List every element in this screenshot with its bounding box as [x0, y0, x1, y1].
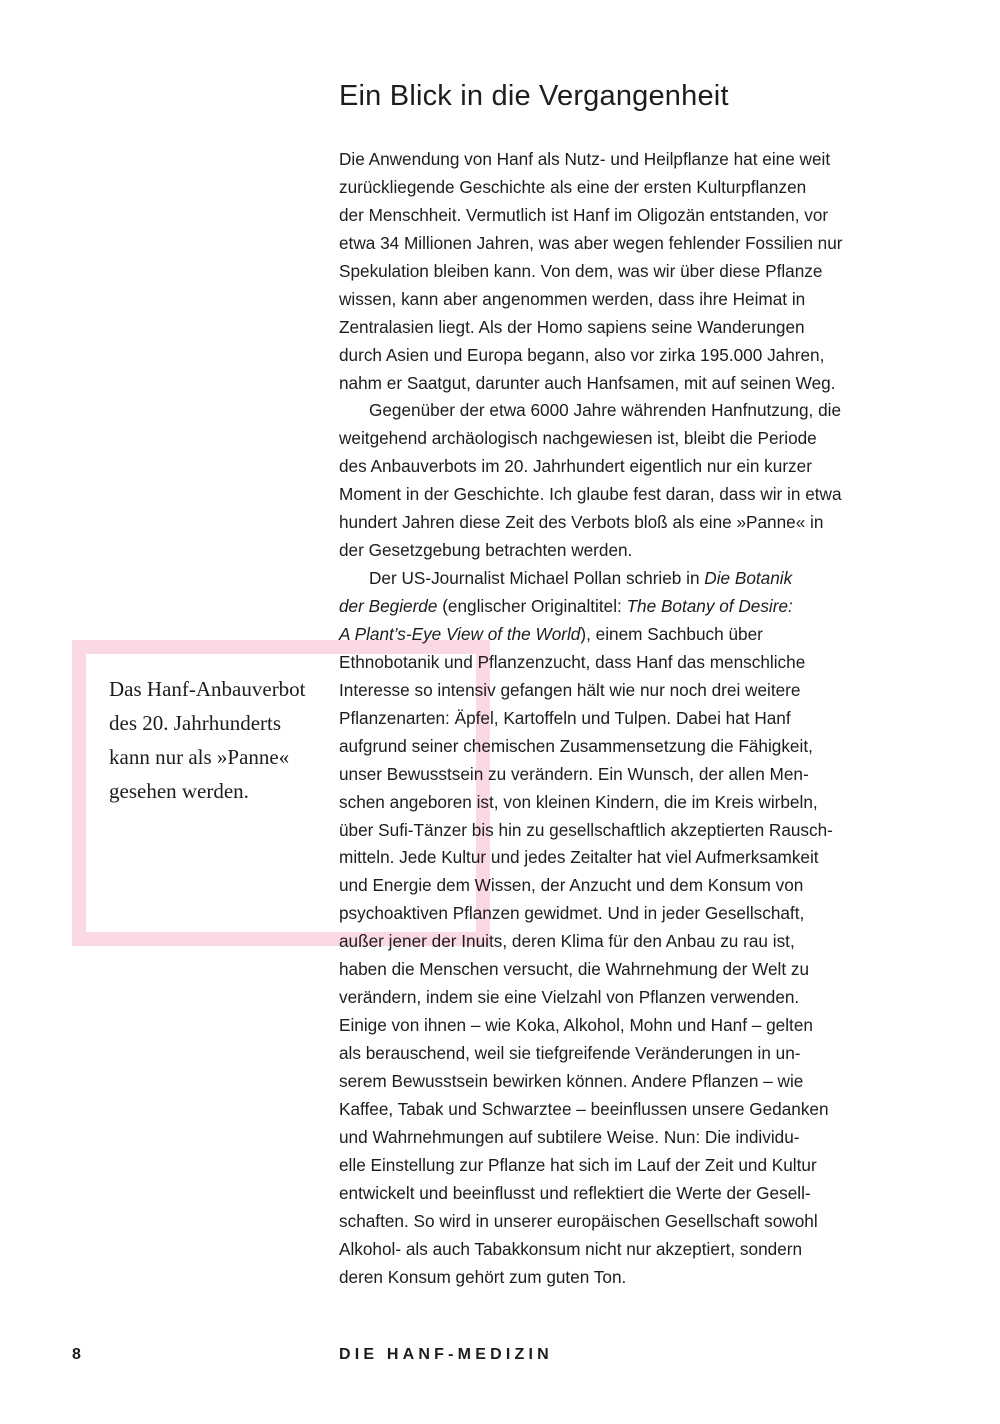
text-run: psychoaktiven Pflanzen gewidmet. Und in jeder Gesellschaft,	[339, 903, 805, 924]
text-run: ), einem Sachbuch über	[580, 623, 763, 644]
body-line	[339, 453, 899, 481]
text-run: Die Anwendung von Hanf als Nutz- und Heilpflanze hat eine weit	[339, 149, 831, 169]
text-run: durch Asien und Europa begann, also vor zirka 195.000 Jahren,	[339, 344, 825, 365]
body-line	[339, 1012, 899, 1040]
text-run: (englischer Originaltitel:	[437, 596, 627, 616]
body-line	[339, 621, 899, 649]
text-run: unser Bewusstsein zu verändern. Ein Wunsch, der allen Men-	[339, 763, 809, 784]
body-line	[339, 677, 899, 705]
body-line	[339, 872, 899, 900]
text-run: serem Bewusstsein bewirken können. Andere Pflanzen – wie	[339, 1070, 804, 1091]
body-line	[339, 1264, 899, 1292]
body-line	[339, 844, 899, 872]
body-line	[339, 537, 899, 565]
text-run: Kaffee, Tabak und Schwarztee – beeinflussen unsere Gedanken	[339, 1098, 829, 1119]
body-line	[339, 370, 899, 398]
text-run: mitteln. Jede Kultur und jedes Zeitalter hat viel Aufmerksamkeit	[339, 847, 819, 868]
italic-text-run: der Begierde	[339, 596, 438, 616]
body-line	[339, 286, 899, 314]
pullquote-line: Das Hanf-Anbauverbot	[109, 677, 306, 701]
text-run: Interesse so intensiv gefangen hält wie nur noch drei weitere	[339, 679, 801, 700]
body-line	[339, 649, 899, 677]
text-run: der Menschheit. Vermutlich ist Hanf im Oligozän entstanden, vor	[339, 204, 829, 225]
text-run: Spekulation bleiben kann. Von dem, was wir über diese Pflanze	[339, 260, 823, 281]
text-run: außer jener der Inuits, deren Klima für den Anbau zu rau ist,	[339, 931, 795, 952]
italic-text-run: A Plant’s-Eye View of the World	[339, 623, 581, 644]
text-run: elle Einstellung zur Pflanze hat sich im Lauf der Zeit und Kultur	[339, 1154, 817, 1175]
body-text	[339, 146, 899, 1291]
text-run: der Gesetzgebung betrachten werden.	[339, 540, 633, 561]
body-line	[339, 1040, 899, 1068]
body-line	[339, 817, 899, 845]
body-line	[339, 174, 899, 202]
body-line	[339, 425, 899, 453]
text-run: zurückliegende Geschichte als eine der ersten Kulturpflanzen	[339, 176, 807, 197]
pullquote-line: des 20. Jahrhunderts	[109, 711, 282, 735]
text-run: des Anbauverbots im 20. Jahrhundert eigentlich nur ein kurzer	[339, 456, 812, 477]
pullquote-line: gesehen werden.	[109, 779, 249, 803]
body-line	[339, 1152, 899, 1180]
text-run: deren Konsum gehört zum guten Ton.	[339, 1266, 627, 1287]
text-run: Pflanzenarten: Äpfel, Kartoffeln und Tulpen. Dabei hat Hanf	[339, 707, 791, 728]
text-run: als berauschend, weil sie tiefgreifende Veränderungen in un-	[339, 1043, 801, 1063]
body-line	[339, 956, 899, 984]
text-run: über Sufi-Tänzer bis hin zu gesellschaftlich akzeptierten Rausch-	[339, 819, 833, 840]
body-line	[339, 397, 899, 425]
text-run: nahm er Saatgut, darunter auch Hanfsamen, mit auf seinen Weg.	[339, 372, 836, 393]
body-line	[339, 593, 899, 621]
text-run: Moment in der Geschichte. Ich glaube fest daran, dass wir in etwa	[339, 484, 842, 505]
body-line	[339, 314, 899, 342]
text-run: Ethnobotanik und Pflanzenzucht, dass Hanf das menschliche	[339, 651, 806, 672]
body-line	[339, 146, 899, 174]
body-line	[339, 1208, 899, 1236]
text-run: wissen, kann aber angenommen werden, dass ihre Heimat in	[339, 288, 806, 309]
text-run: schen angeboren ist, von kleinen Kindern, die im Kreis wirbeln,	[339, 791, 818, 812]
text-run: entwickelt und beeinflusst und reflektiert die Werte der Gesell-	[339, 1182, 811, 1203]
text-run: etwa 34 Millionen Jahren, was aber wegen fehlender Fossilien nur	[339, 232, 843, 253]
body-line	[339, 1124, 899, 1152]
body-line	[339, 789, 899, 817]
italic-text-run: Die Botanik	[704, 568, 793, 589]
text-run: hundert Jahren diese Zeit des Verbots bloß als eine »Panne« in	[339, 512, 824, 533]
body-line	[339, 258, 899, 286]
text-run: Der US-Journalist Michael Pollan schrieb in	[369, 568, 705, 589]
text-run: und Wahrnehmungen auf subtilere Weise. Nun: Die individu-	[339, 1126, 800, 1147]
body-line	[339, 202, 899, 230]
body-line	[339, 928, 899, 956]
body-line	[339, 733, 899, 761]
body-line	[339, 1180, 899, 1208]
body-line	[339, 1068, 899, 1096]
page-number: 8	[72, 1346, 81, 1363]
text-run: Alkohol- als auch Tabakkonsum nicht nur akzeptiert, sondern	[339, 1238, 803, 1259]
pullquote	[109, 672, 339, 808]
body-line	[339, 984, 899, 1012]
body-line	[339, 481, 899, 509]
body-line	[339, 705, 899, 733]
text-run: aufgrund seiner chemischen Zusammensetzung die Fähigkeit,	[339, 735, 813, 756]
body-line	[339, 900, 899, 928]
chapter-heading: Ein Blick in die Vergangenheit	[339, 80, 729, 112]
pullquote-line: kann nur als »Panne«	[109, 745, 290, 769]
text-run: weitgehend archäologisch nachgewiesen ist, bleibt die Periode	[339, 428, 817, 449]
body-line	[339, 1096, 899, 1124]
text-run: Gegenüber der etwa 6000 Jahre währenden Hanfnutzung, die	[369, 400, 842, 421]
body-line	[339, 342, 899, 370]
text-run: Zentralasien liegt. Als der Homo sapiens seine Wanderungen	[339, 316, 805, 337]
text-run: und Energie dem Wissen, der Anzucht und dem Konsum von	[339, 875, 804, 896]
italic-text-run: The Botany of Desire:	[626, 596, 793, 616]
text-run: verändern, indem sie eine Vielzahl von Pflanzen verwenden.	[339, 987, 800, 1008]
running-footer-title: DIE HANF-MEDIZIN	[339, 1346, 553, 1363]
text-run: Einige von ihnen – wie Koka, Alkohol, Mohn und Hanf – gelten	[339, 1015, 813, 1036]
body-line	[339, 230, 899, 258]
body-line	[339, 1236, 899, 1264]
body-line	[339, 509, 899, 537]
body-line	[339, 565, 899, 593]
text-run: schaften. So wird in unserer europäischen Gesellschaft sowohl	[339, 1210, 818, 1231]
body-line	[339, 761, 899, 789]
text-run: haben die Menschen versucht, die Wahrnehmung der Welt zu	[339, 959, 810, 980]
